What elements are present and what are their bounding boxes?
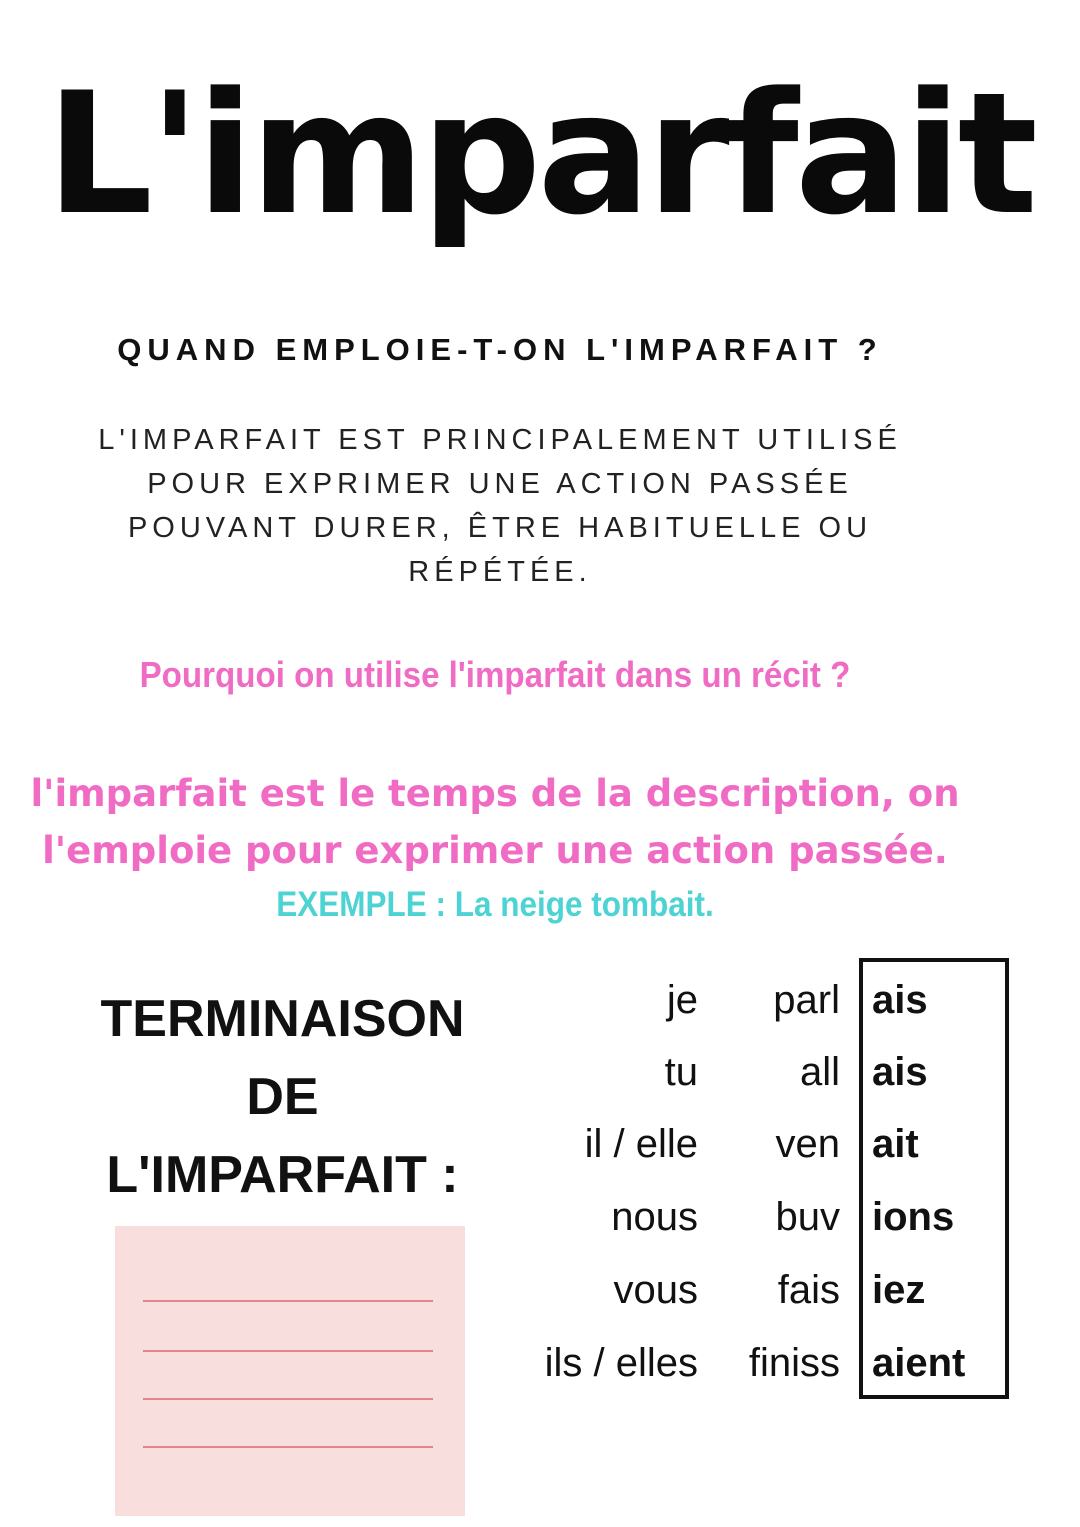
verb-stem: ven: [775, 1122, 840, 1166]
pronoun: vous: [613, 1268, 698, 1312]
note-line: [143, 1398, 433, 1400]
description-paragraph: [0, 765, 990, 879]
page-title: L'imparfait: [46, 56, 1034, 252]
pronoun: tu: [664, 1050, 698, 1094]
section-question: QUAND EMPLOIE-T-ON L'IMPARFAIT ?: [117, 332, 883, 367]
pronoun: je: [666, 978, 698, 1022]
verb-stem: finiss: [748, 1341, 840, 1385]
terminaison-line: L'IMPARFAIT :: [106, 1146, 459, 1204]
definition-line: POUR EXPRIMER UNE ACTION PASSÉE: [147, 468, 853, 500]
note-line: [143, 1300, 433, 1302]
note-line: [143, 1446, 433, 1448]
definition-line: RÉPÉTÉE.: [408, 556, 592, 588]
definition-line: POUVANT DURER, ÊTRE HABITUELLE OU: [127, 512, 873, 544]
verb-stem: fais: [777, 1268, 840, 1312]
verb-stem: all: [799, 1050, 840, 1094]
endings-box: [859, 958, 1009, 1399]
definition-paragraph: [60, 418, 940, 594]
verb-ending: iez: [872, 1268, 926, 1312]
terminaison-line: DE: [246, 1068, 319, 1126]
verb-ending: ait: [872, 1122, 919, 1166]
pronoun: nous: [611, 1195, 698, 1239]
sticky-note: [115, 1226, 465, 1516]
pronoun: ils / elles: [544, 1341, 698, 1385]
verb-ending: ions: [872, 1195, 955, 1239]
verb-ending: ais: [872, 1050, 928, 1094]
verb-ending: ais: [872, 978, 928, 1022]
terminaison-heading: [60, 980, 505, 1214]
description-line: l'emploie pour exprimer une action passée.: [42, 829, 948, 872]
recit-question: Pourquoi on utilise l'imparfait dans un récit ?: [139, 654, 851, 695]
verb-stem: parl: [773, 978, 840, 1022]
terminaison-line: TERMINAISON: [100, 990, 465, 1048]
verb-ending: aient: [872, 1341, 966, 1385]
note-line: [143, 1350, 433, 1352]
description-line: l'imparfait est le temps de la description, on: [30, 772, 960, 815]
pronoun: il / elle: [584, 1122, 698, 1166]
definition-line: L'IMPARFAIT EST PRINCIPALEMENT UTILISÉ: [98, 424, 902, 456]
verb-stem: buv: [775, 1195, 840, 1239]
example-sentence: EXEMPLE : La neige tombait.: [276, 885, 714, 924]
